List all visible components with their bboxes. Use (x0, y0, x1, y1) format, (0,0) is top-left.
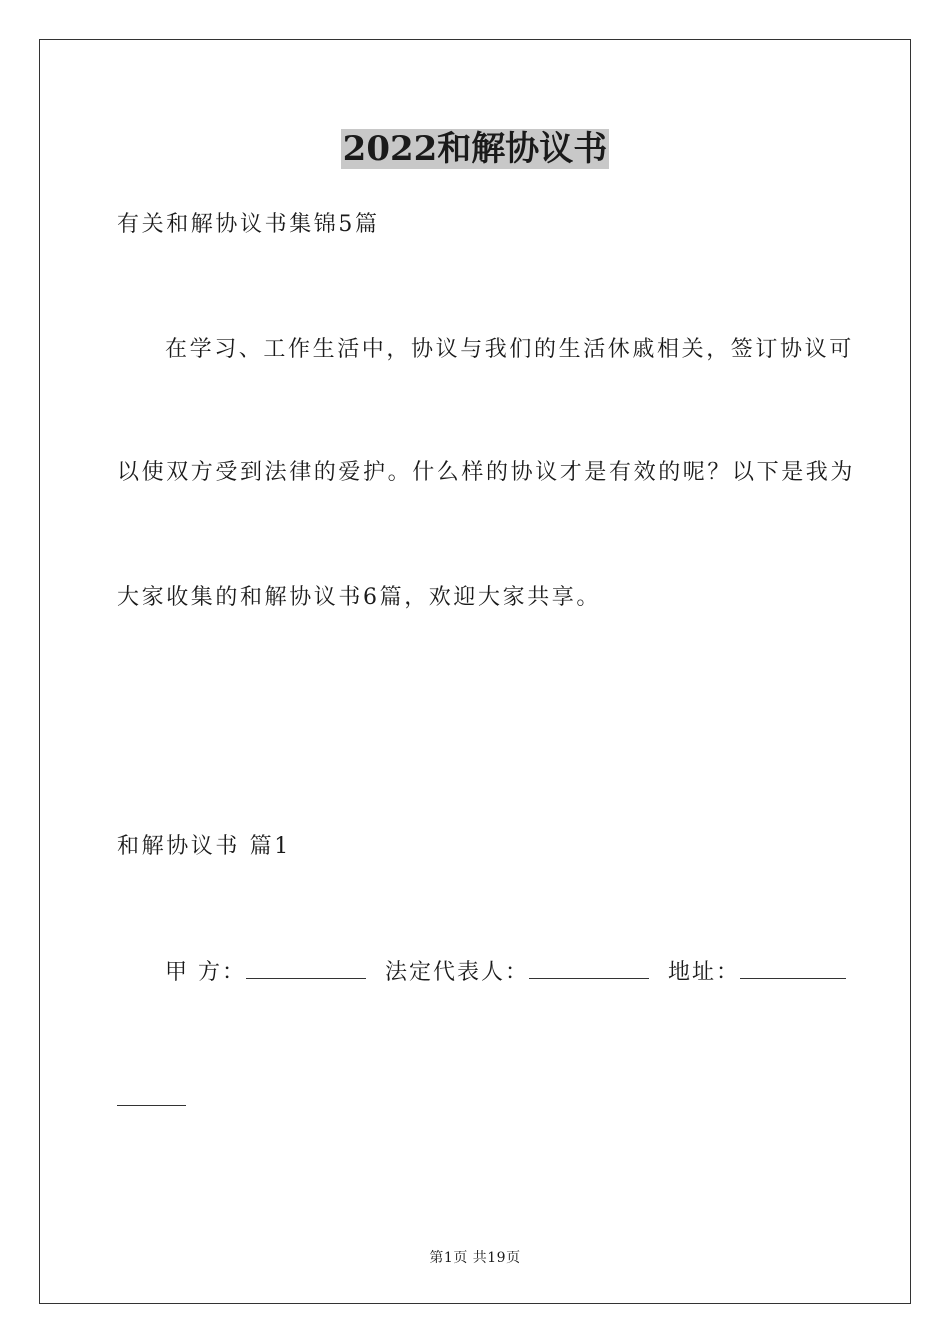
intro-line-3: 大家收集的和解协议书6篇，欢迎大家共享。 (117, 585, 601, 610)
party-a-blank[interactable] (246, 956, 366, 979)
intro-line-1: 在学习、工作生活中，协议与我们的生活休戚相关，签订协议可 (165, 337, 854, 362)
intro-line-2: 以使双方受到法律的爱护。什么样的协议才是有效的呢？以下是我为 (117, 460, 856, 485)
document-title-text: 2022和解协议书 (342, 129, 608, 169)
party-a-line (165, 956, 846, 988)
legal-rep-blank[interactable] (529, 956, 649, 979)
address-blank[interactable] (740, 956, 846, 979)
page-footer: 第1页 共19页 (429, 1250, 521, 1266)
address-label: 地址： (668, 960, 741, 985)
document-title (0, 128, 950, 170)
address-blank-continuation[interactable] (117, 1105, 186, 1106)
party-a-label: 甲 方： (165, 960, 246, 985)
document-subtitle: 有关和解协议书集锦5篇 (117, 212, 380, 237)
legal-rep-label: 法定代表人： (385, 960, 530, 985)
section-heading: 和解协议书 篇1 (117, 834, 291, 859)
